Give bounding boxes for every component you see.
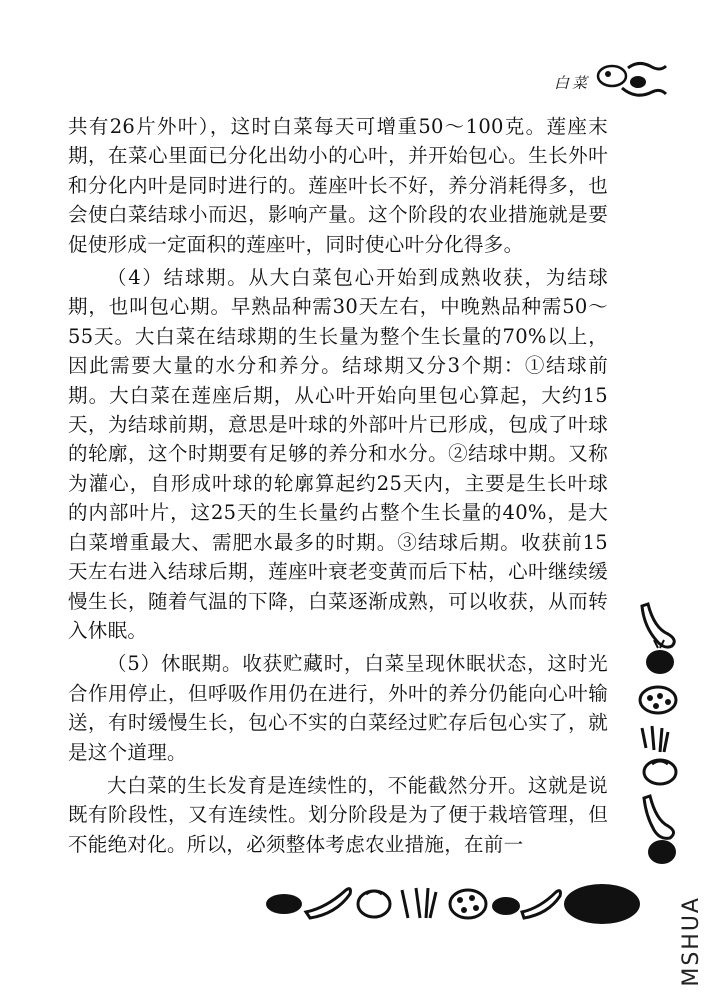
paragraph-1: 共有26片外叶），这时白菜每天可增重50～100克。莲座末期，在菜心里面已分化出幼小的心叶，并开始包心。生长外叶和分化内叶是同时进行的。莲座叶长不好，养分消耗得多，也会使白菜结球小而迟，影响产量。这个阶段的农业措施就是要促使形成一定面积的莲座叶，同时使心叶分化得多。 [68, 115, 608, 256]
bottom-vegetable-border-icon [262, 878, 642, 928]
paragraph-2: （4）结球期。从大白菜包心开始到成熟收获，为结球期，也叫包心期。早熟品种需30天左右，中晚熟品种需50～55天。大白菜在结球期的生长量为整个生长量的70%以上，因此需要大量的水分和养分。结球期又分3个期：①结球前期。大白菜在莲座后期，从心叶开始向里包心算起，大约15天，为结球前期，意思是叶球的外部叶片已形成，包成了叶球的轮廓，这个时期要有足够的养分和水分。②结球中期。又称为灌心，自形成叶球的轮廓算起约25天内，主要是生长叶球的内部叶片，这25天的生长量约占整个生长量的40%，是大白菜增重最大、需肥水最多的时期。③结球后期。收获前15天左右进入结球后期，莲座叶衰老变黄而后下枯，心叶继续缓慢生长，随着气温的下降，白菜逐渐成熟，可以收获，从而转入休眠。 [68, 266, 608, 642]
header-title: 白菜 [553, 74, 590, 92]
running-header [508, 58, 668, 102]
paragraph-4: 大白菜的生长发育是连续性的，不能截然分开。这就是说既有阶段性，又有连续性。划分阶段是为了便于栽培管理，但不能绝对化。所以，必须整体考虑农业措施，在前一 [68, 773, 608, 856]
paragraph-3: （5）休眠期。收获贮藏时，白菜呈现休眠状态，这时光合作用停止，但呼吸作用仍在进行，外叶的养分仍能向心叶输送，有时缓慢生长，包心不实的白菜经过贮存后包心实了，就是这个道理。 [68, 652, 608, 764]
side-vegetable-border-icon [630, 600, 686, 870]
body-text [68, 112, 608, 859]
watermark: MSHUA [679, 896, 704, 987]
vegetable-ornament-icon [592, 58, 668, 102]
